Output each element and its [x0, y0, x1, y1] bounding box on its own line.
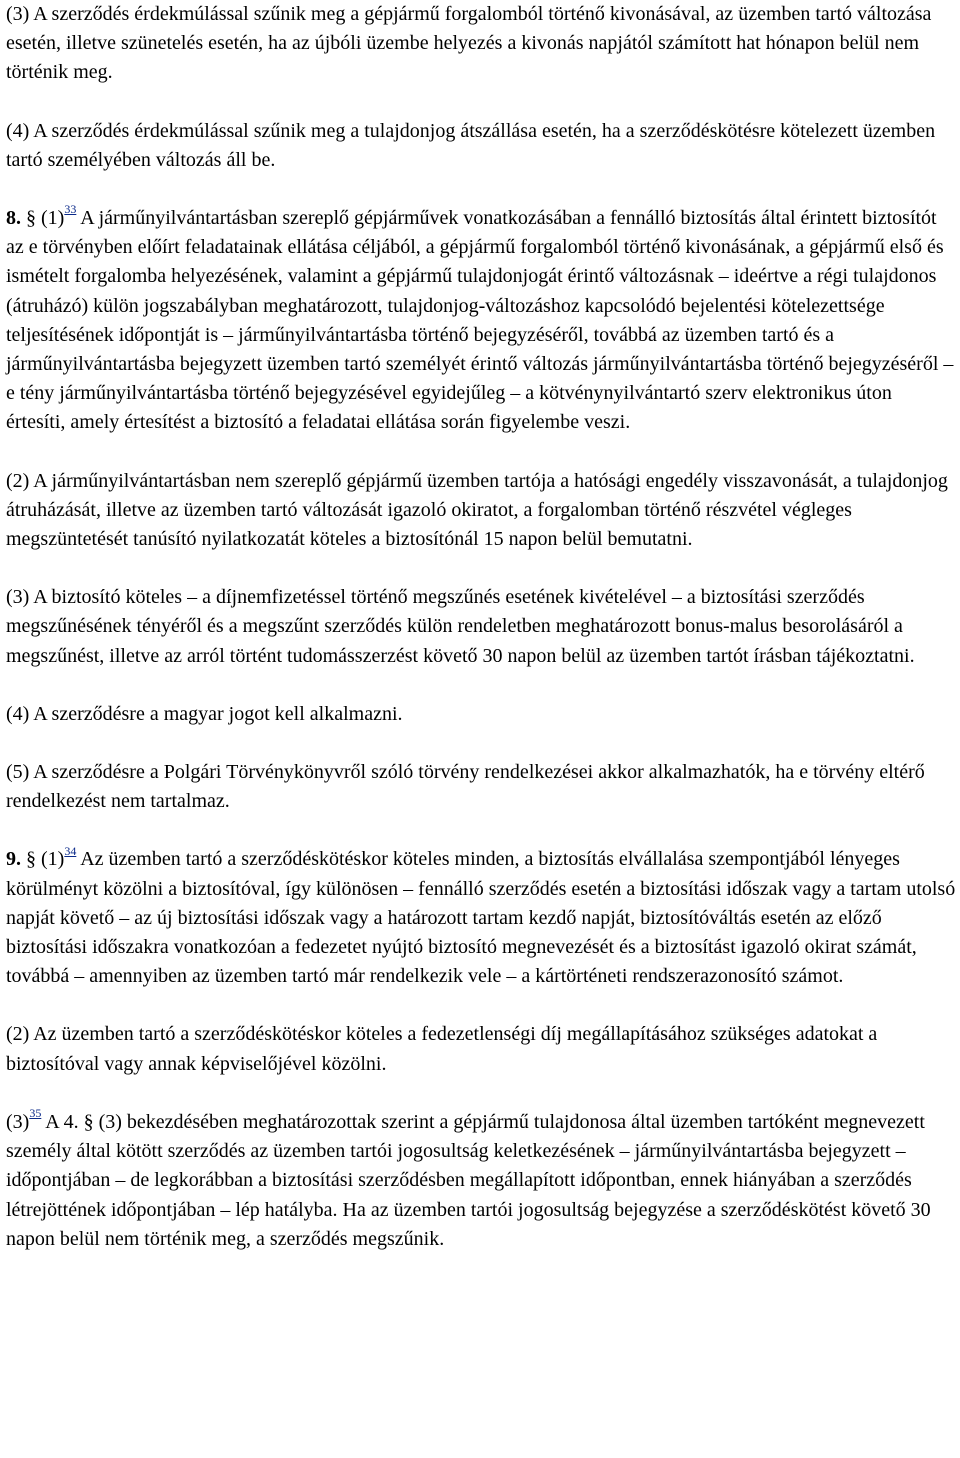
- paragraph-marker: § (1): [21, 207, 65, 230]
- paragraph-text: A járműnyilvántartásban szereplő gépjárművek vonatkozásában a fennálló biztosítás által érintett biztosítót az e törvényben előírt feladatainak ellátása céljából, a gépjármű forgalomból történő kivonásának, a gépjármű első és ismételt forgalomba helyezésének, valamint a gépjármű tulajdonjogát érintő változásnak – ideértve a régi tulajdonos (átruházó) külön jogszabályban meghatározott, tulajdonjog-változáshoz kapcsolódó bejelentési kötelezettsége teljesítésének időpontját is – járműnyilvántartásba történő bejegyzéséről, továbbá az üzemben tartó és a járműnyilvántartásba bejegyzett üzemben tartó személyét érintő változás járműnyilvántartásba történő bejegyzéséről – e tény járműnyilvántartásba történő bejegyzésével egyidejűleg – a kötvénynyilvántartó szerv elektronikus úton értesíti, amely értesítést a biztosító a feladatai ellátása során figyelembe veszi.: [6, 207, 954, 434]
- section-8-paragraph-1: [6, 204, 956, 438]
- document-page: [6, 0, 956, 1283]
- paragraph-text: Az üzemben tartó a szerződéskötéskor köteles minden, a biztosítás elvállalása szempontjából lényeges körülményt közölni a biztosítóval, így különösen – fennálló szerződés esetén a biztosítási időszak vagy a tartam utolsó napját követő – az új biztosítási időszak vagy a határozott tartam kezdő napját, biztosítóváltás esetén az előző biztosítási időszakra vonatkozóan a fedezetet nyújtó biztosító megnevezését és a biztosítást igazoló okirat számát, továbbá – amennyiben az üzemben tartó már rendelkezik vele – a kártörténeti rendszerazonosító számot.: [6, 848, 956, 988]
- footnote-ref: [64, 202, 76, 216]
- section-9-paragraph-1: [6, 845, 956, 991]
- section-number: 8.: [6, 207, 21, 230]
- section-8-paragraph-5: (5) A szerződésre a Polgári Törvénykönyvről szóló törvény rendelkezései akkor alkalmazhatók, ha e törvény eltérő rendelkezést nem tartalmaz.: [6, 761, 925, 813]
- section-9-paragraph-2: (2) Az üzemben tartó a szerződéskötéskor köteles a fedezetlenségi díj megállapításához szükséges adatokat a biztosítóval vagy annak képviselőjével közölni.: [6, 1023, 878, 1075]
- footnote-link-34[interactable]: 34: [64, 843, 77, 858]
- paragraph-marker: § (1): [21, 848, 65, 871]
- footnote-link-33[interactable]: 33: [64, 202, 77, 217]
- section-8-paragraph-3: (3) A biztosító köteles – a díjnemfizetéssel történő megszűnés esetének kivételével – a biztosítási szerződés megszűnésének tényéről és a megszűnt szerződés külön rendeletben meghatározott bonus-malus besorolásáról a megszűnést, illetve az arról történt tudomásszerzést követő 30 napon belül az üzemben tartót írásban tájékoztatni.: [6, 586, 915, 667]
- section-8-paragraph-4: (4) A szerződésre a magyar jogot kell alkalmazni.: [6, 702, 403, 725]
- footnote-ref: [29, 1106, 41, 1120]
- paragraph-4: (4) A szerződés érdekmúlással szűnik meg a tulajdonjog átszállása esetén, ha a szerződéskötésre kötelezett üzemben tartó személyében változás áll be.: [6, 119, 936, 171]
- footnote-link-35[interactable]: 35: [29, 1106, 42, 1121]
- paragraph-text: A 4. § (3) bekezdésében meghatározottak szerint a gépjármű tulajdonosa által üzemben tartóként megnevezett személy által kötött szerződés az üzemben tartói jogosultság keletkezésének – járműnyilvántartásba bejegyzett – időpontjában – de legkorábban a biztosítási szerződésben megállapított időpontban, ennek hiányában a szerződés létrejöttének időpontjában – lép hatályba. Ha az üzemben tartói jogosultság bejegyzése a szerződéskötést követő 30 napon belül nem történik meg, a szerződés megszűnik.: [6, 1110, 931, 1250]
- section-number: 9.: [6, 848, 21, 871]
- footnote-ref: [64, 844, 76, 858]
- section-9-paragraph-3: [6, 1108, 956, 1254]
- section-8-paragraph-2: (2) A járműnyilvántartásban nem szereplő gépjármű üzemben tartója a hatósági engedély visszavonását, a tulajdonjog átruházását, illetve az üzemben tartó változását igazoló okiratot, a forgalomban történő részvétel végleges megszüntetését tanúsító nyilatkozatát köteles a biztosítónál 15 napon belül bemutatni.: [6, 469, 948, 551]
- paragraph-marker: (3): [6, 1110, 30, 1133]
- paragraph-3: (3) A szerződés érdekmúlással szűnik meg a gépjármű forgalomból történő kivonásával, az üzemben tartó változása esetén, illetve szünetelés esetén, ha az újbóli üzembe helyezés a kivonás napjától számított hat hónapon belül nem történik meg.: [6, 3, 932, 84]
